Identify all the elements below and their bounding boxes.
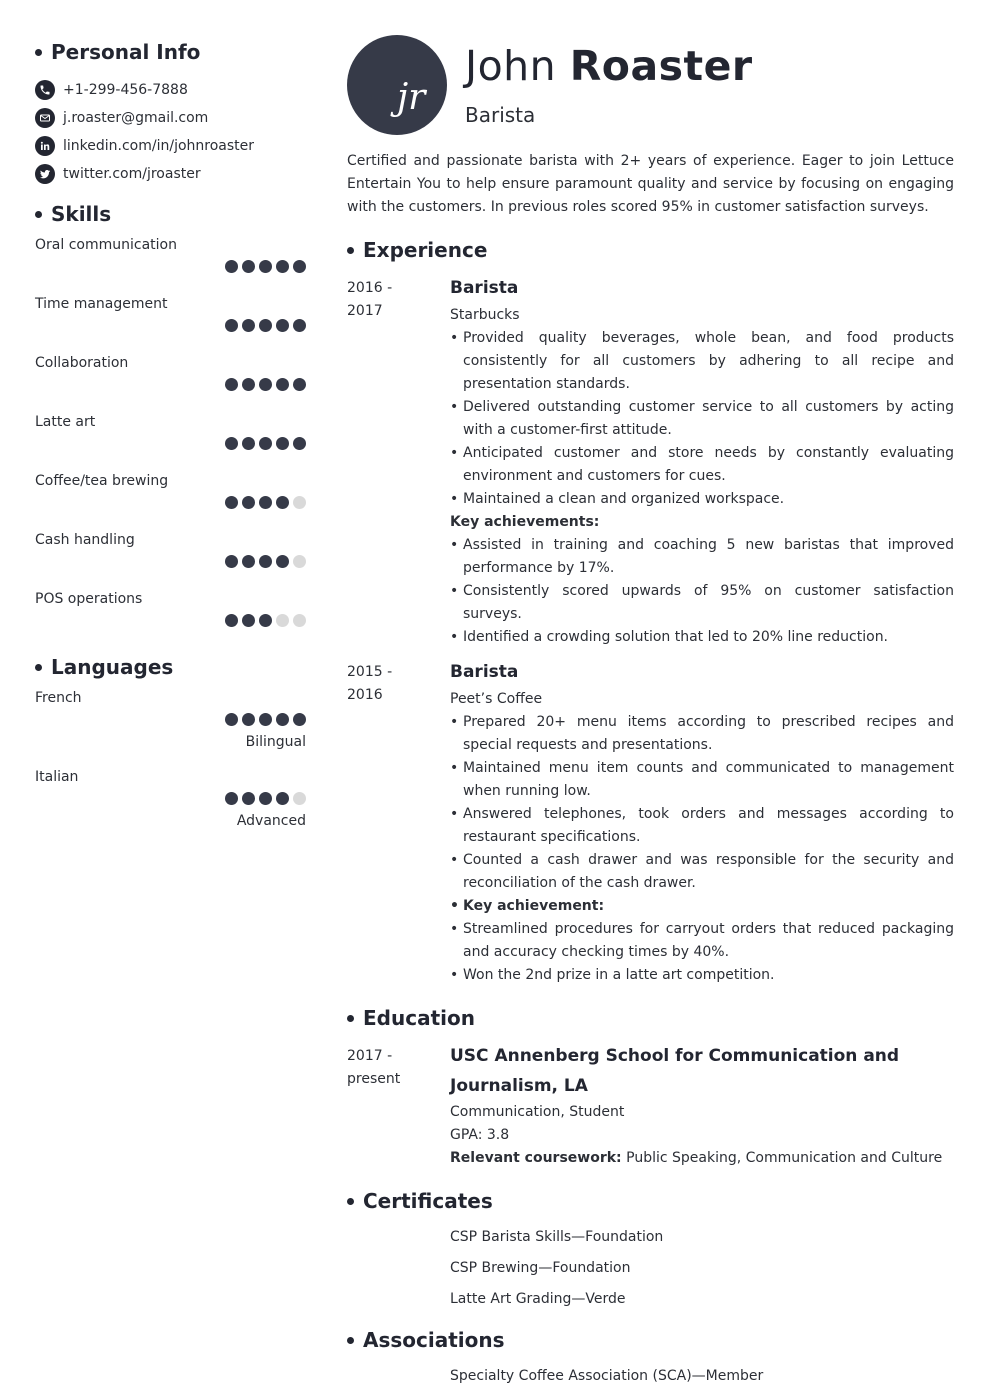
achievements-label: • Key achievement: xyxy=(450,895,954,918)
date-start: 2015 - xyxy=(347,664,393,680)
rating-dot-filled xyxy=(276,555,289,568)
skill-rating xyxy=(221,319,306,332)
language-name: French xyxy=(35,690,82,706)
rating-dot-filled xyxy=(225,713,238,726)
contact-linkedin-text: linkedin.com/in/johnroaster xyxy=(63,138,255,154)
skill-list xyxy=(35,234,306,647)
skill-rating xyxy=(221,378,306,391)
rating-dot-filled xyxy=(259,437,272,450)
association-list xyxy=(347,1365,954,1396)
bullet-dot xyxy=(347,1198,354,1205)
list-item: • Identified a crowding solution that led to 20% line reduction. xyxy=(450,626,954,649)
rating-dot-filled xyxy=(225,496,238,509)
experience-heading: Experience xyxy=(347,235,954,265)
duty-list xyxy=(450,711,954,987)
rating-dot-filled xyxy=(259,792,272,805)
rating-dot-empty xyxy=(276,614,289,627)
language-rating xyxy=(221,792,306,805)
school-name: USC Annenberg School for Communication and Journalism, LA xyxy=(450,1046,900,1096)
twitter-icon xyxy=(35,164,55,184)
achievements-label: Key achievements: xyxy=(450,514,600,530)
language-level: Advanced xyxy=(236,813,306,829)
name-block xyxy=(465,41,753,127)
summary-text: Certified and passionate barista with 2+ years of experience. Eager to join Lettuce Entertain You to help ensure paramount quality and service by focusing on engaging with the customers. In previous roles scored 95% in customer satisfaction surveys. xyxy=(347,153,954,215)
entry-body xyxy=(450,1045,954,1170)
rating-dot-filled xyxy=(259,713,272,726)
bullet-dot xyxy=(35,211,42,218)
full-name xyxy=(465,41,753,91)
rating-dot-filled xyxy=(276,713,289,726)
bullet-dot xyxy=(35,664,42,671)
rating-dot-filled xyxy=(276,260,289,273)
skill-item xyxy=(35,588,306,647)
bullet-dot xyxy=(347,1015,354,1022)
entry-body xyxy=(450,661,954,987)
rating-dot-filled xyxy=(293,378,306,391)
skill-name: Latte art xyxy=(35,414,96,430)
right-column xyxy=(347,35,954,1396)
contact-list xyxy=(35,76,306,188)
language-list xyxy=(35,687,306,845)
rating-dot-filled xyxy=(293,713,306,726)
date-end: present xyxy=(347,1071,401,1087)
experience-entry xyxy=(347,277,954,649)
association-item: Specialty Coffee Association (SCA)—Member xyxy=(450,1368,764,1384)
list-item: • Maintained a clean and organized workspace. xyxy=(450,488,954,511)
list-item: • Won the 2nd prize in a latte art competition. xyxy=(450,964,954,987)
rating-dot-filled xyxy=(242,792,255,805)
rating-dot-filled xyxy=(276,378,289,391)
skill-item xyxy=(35,352,306,411)
rating-dot-filled xyxy=(242,555,255,568)
certificate-item: CSP Brewing—Foundation xyxy=(450,1260,631,1276)
skill-name: Oral communication xyxy=(35,237,177,253)
rating-dot-filled xyxy=(259,378,272,391)
rating-dot-filled xyxy=(293,437,306,450)
list-item: • Prepared 20+ menu items according to prescribed recipes and special requests and presentations. xyxy=(450,711,954,757)
skill-item xyxy=(35,411,306,470)
skills-heading: Skills xyxy=(35,200,306,228)
rating-dot-empty xyxy=(293,792,306,805)
skill-rating xyxy=(221,437,306,450)
avatar xyxy=(347,35,447,135)
phone-icon xyxy=(35,80,55,100)
list-item: • Provided quality beverages, whole bean, and food products consistently for all customers by adhering to all recipe and presentation standards. xyxy=(450,327,954,396)
skill-name: Time management xyxy=(35,296,168,312)
education-entry xyxy=(347,1045,954,1170)
rating-dot-filled xyxy=(259,319,272,332)
language-name: Italian xyxy=(35,769,79,785)
skill-name: Coffee/tea brewing xyxy=(35,473,169,489)
first-name: John xyxy=(465,42,557,90)
skill-name: POS operations xyxy=(35,591,143,607)
skill-rating xyxy=(221,496,306,509)
date-end: 2017 xyxy=(347,303,383,319)
rating-dot-empty xyxy=(293,555,306,568)
rating-dot-filled xyxy=(242,378,255,391)
rating-dot-empty xyxy=(293,614,306,627)
date-end: 2016 xyxy=(347,687,383,703)
certificate-item: Latte Art Grading—Verde xyxy=(450,1291,626,1307)
rating-dot-filled xyxy=(242,260,255,273)
duty-list xyxy=(450,327,954,511)
certificate-list xyxy=(347,1226,954,1319)
list-item: • Delivered outstanding customer service to all customers by acting with a customer-first attitude. xyxy=(450,396,954,442)
rating-dot-filled xyxy=(225,614,238,627)
skill-name: Cash handling xyxy=(35,532,135,548)
list-item: • Counted a cash drawer and was responsible for the security and reconciliation of the cash drawer. xyxy=(450,849,954,895)
rating-dot-filled xyxy=(225,555,238,568)
rating-dot-filled xyxy=(242,496,255,509)
degree: Communication, Student xyxy=(450,1104,625,1120)
gpa: GPA: 3.8 xyxy=(450,1127,510,1143)
rating-dot-filled xyxy=(225,378,238,391)
skill-item xyxy=(35,529,306,588)
skill-item xyxy=(35,470,306,529)
contact-twitter-text: twitter.com/jroaster xyxy=(63,166,201,182)
coursework-text: Public Speaking, Communication and Culture xyxy=(626,1150,943,1166)
rating-dot-empty xyxy=(293,496,306,509)
rating-dot-filled xyxy=(259,614,272,627)
rating-dot-filled xyxy=(242,614,255,627)
skill-rating xyxy=(221,614,306,627)
language-item xyxy=(35,687,306,766)
contact-email-text: j.roaster@gmail.com xyxy=(63,110,209,126)
rating-dot-filled xyxy=(276,792,289,805)
list-item: • Consistently scored upwards of 95% on customer satisfaction surveys. xyxy=(450,580,954,626)
contact-linkedin[interactable] xyxy=(35,132,306,160)
linkedin-icon xyxy=(35,136,55,156)
resume-header xyxy=(347,35,954,135)
date-start: 2016 - xyxy=(347,280,393,296)
rating-dot-filled xyxy=(225,437,238,450)
entry-date xyxy=(347,661,450,987)
list-item: • Streamlined procedures for carryout orders that reduced packaging and accuracy checking times by 40%. xyxy=(450,918,954,964)
skill-rating xyxy=(221,555,306,568)
avatar-initials: jr xyxy=(397,77,426,118)
bullet-dot xyxy=(35,49,42,56)
entry-body xyxy=(450,277,954,649)
company-name: Peet’s Coffee xyxy=(450,691,543,707)
left-column xyxy=(35,38,306,845)
skill-name: Collaboration xyxy=(35,355,129,371)
coursework-label: Relevant coursework: xyxy=(450,1150,622,1166)
contact-twitter[interactable] xyxy=(35,160,306,188)
list-item: • Anticipated customer and store needs by constantly evaluating environment and customers for cues. xyxy=(450,442,954,488)
list-item: • Assisted in training and coaching 5 new baristas that improved performance by 17%. xyxy=(450,534,954,580)
rating-dot-filled xyxy=(276,437,289,450)
rating-dot-filled xyxy=(293,260,306,273)
contact-email[interactable] xyxy=(35,104,306,132)
contact-phone-text: +1-299-456-7888 xyxy=(63,82,188,98)
entry-date xyxy=(347,1045,450,1170)
achievement-list xyxy=(450,534,954,649)
rating-dot-filled xyxy=(276,496,289,509)
personal-info-heading: Personal Info xyxy=(35,38,306,66)
entry-date xyxy=(347,277,450,649)
company-name: Starbucks xyxy=(450,307,520,323)
language-level: Bilingual xyxy=(245,734,306,750)
education-heading: Education xyxy=(347,1003,954,1033)
skill-item xyxy=(35,234,306,293)
bullet-dot xyxy=(347,1337,354,1344)
email-icon xyxy=(35,108,55,128)
rating-dot-filled xyxy=(293,319,306,332)
language-rating xyxy=(221,713,306,726)
contact-phone[interactable] xyxy=(35,76,306,104)
rating-dot-filled xyxy=(225,319,238,332)
rating-dot-filled xyxy=(259,496,272,509)
rating-dot-filled xyxy=(225,260,238,273)
list-item: • Answered telephones, took orders and messages according to restaurant specifications. xyxy=(450,803,954,849)
rating-dot-filled xyxy=(242,713,255,726)
certificate-item: CSP Barista Skills—Foundation xyxy=(450,1229,664,1245)
rating-dot-filled xyxy=(259,260,272,273)
associations-heading: Associations xyxy=(347,1325,954,1355)
rating-dot-filled xyxy=(225,792,238,805)
job-title: Barista xyxy=(450,662,519,682)
coursework xyxy=(450,1147,954,1170)
job-title: Barista xyxy=(450,278,519,298)
job-role: Barista xyxy=(465,103,536,127)
experience-entry xyxy=(347,661,954,987)
bullet-dot xyxy=(347,247,354,254)
list-item: • Maintained menu item counts and communicated to management when running low. xyxy=(450,757,954,803)
last-name: Roaster xyxy=(569,42,753,90)
rating-dot-filled xyxy=(259,555,272,568)
certificates-heading: Certificates xyxy=(347,1186,954,1216)
rating-dot-filled xyxy=(242,319,255,332)
date-start: 2017 - xyxy=(347,1048,393,1064)
rating-dot-filled xyxy=(276,319,289,332)
rating-dot-filled xyxy=(242,437,255,450)
language-item xyxy=(35,766,306,845)
skill-rating xyxy=(221,260,306,273)
languages-heading: Languages xyxy=(35,653,306,681)
skill-item xyxy=(35,293,306,352)
